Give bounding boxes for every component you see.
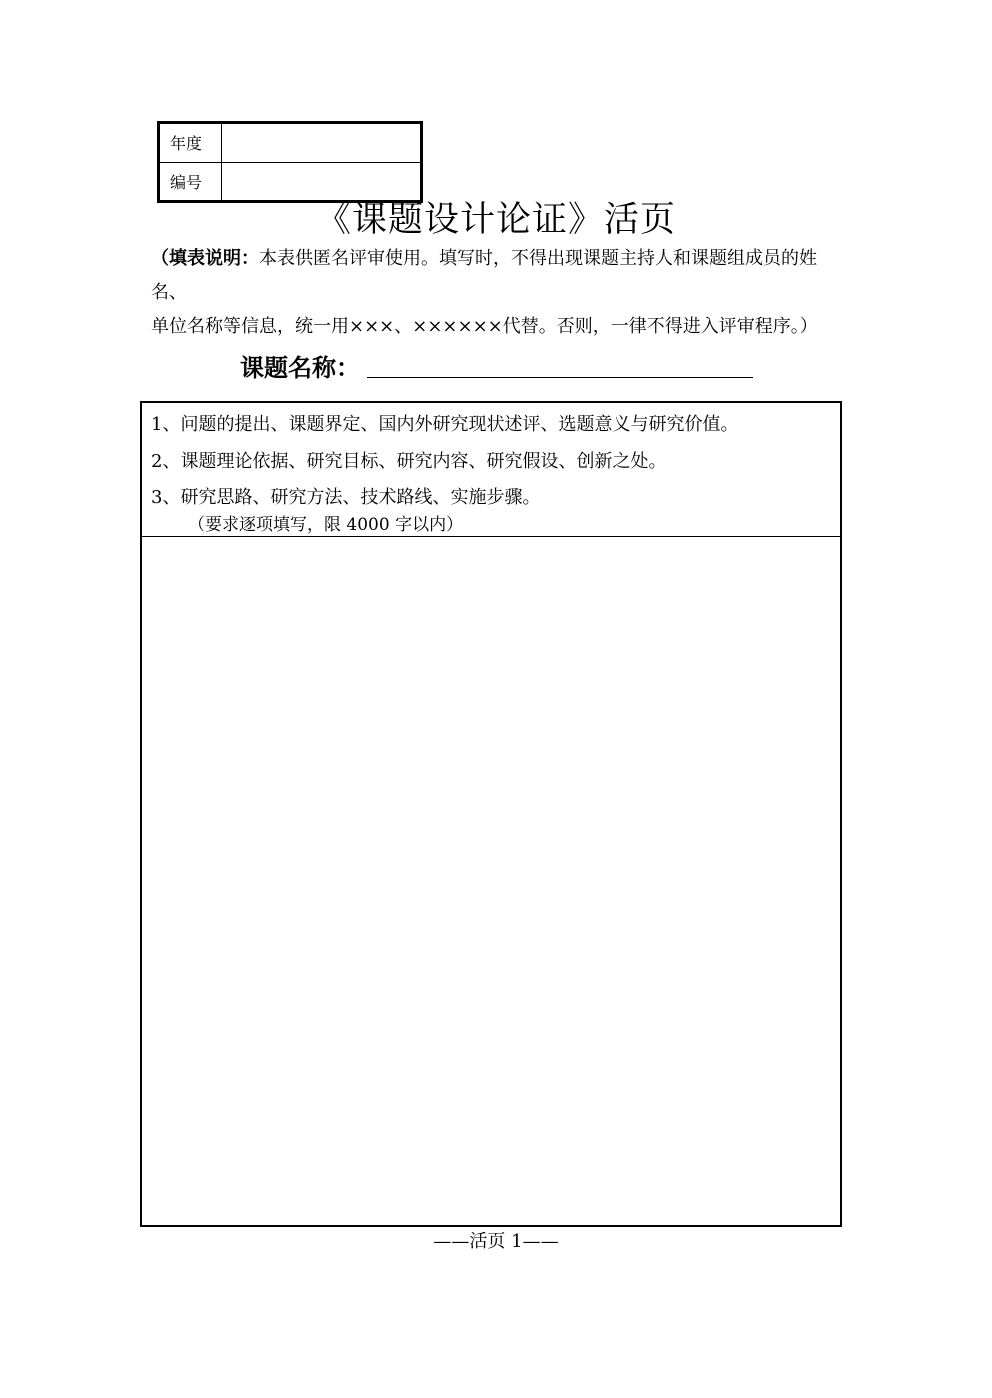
number-label: 编号 [160,163,222,202]
year-field[interactable] [222,124,420,162]
instructions-line-3: 单位名称等信息，统一用×××、××××××代替。否则，一律不得进入评审程序。） [151,316,818,337]
topic-label: 课题名称： [240,354,360,382]
instructions-bold-prefix: （填表说明： [151,248,259,269]
instructions-line-1 [151,248,851,270]
requirement-item-1: 1、问题的提出、课题界定、国内外研究现状述评、选题意义与研究价值。 [151,414,739,435]
instructions-line-1-text: 本表供匿名评审使用。填写时，不得出现课题主持人和课题组成员的姓 [259,248,817,269]
requirements-note: （要求逐项填写，限 4000 字以内） [188,515,464,535]
instructions-line-2: 名、 [151,282,187,303]
year-row [160,124,420,163]
requirement-item-3: 3、研究思路、研究方法、技术路线、实施步骤。 [151,487,541,508]
year-number-table [157,121,423,203]
page-title: 《课题设计论证》活页 [315,200,676,240]
design-argument-box [140,401,842,1227]
requirements-header [142,403,840,537]
topic-name-field[interactable] [367,377,753,378]
page-footer: ——活页 1—— [433,1231,559,1252]
year-label: 年度 [160,124,222,162]
content-area[interactable] [142,537,840,1225]
requirement-item-2: 2、课题理论依据、研究目标、研究内容、研究假设、创新之处。 [151,451,667,472]
